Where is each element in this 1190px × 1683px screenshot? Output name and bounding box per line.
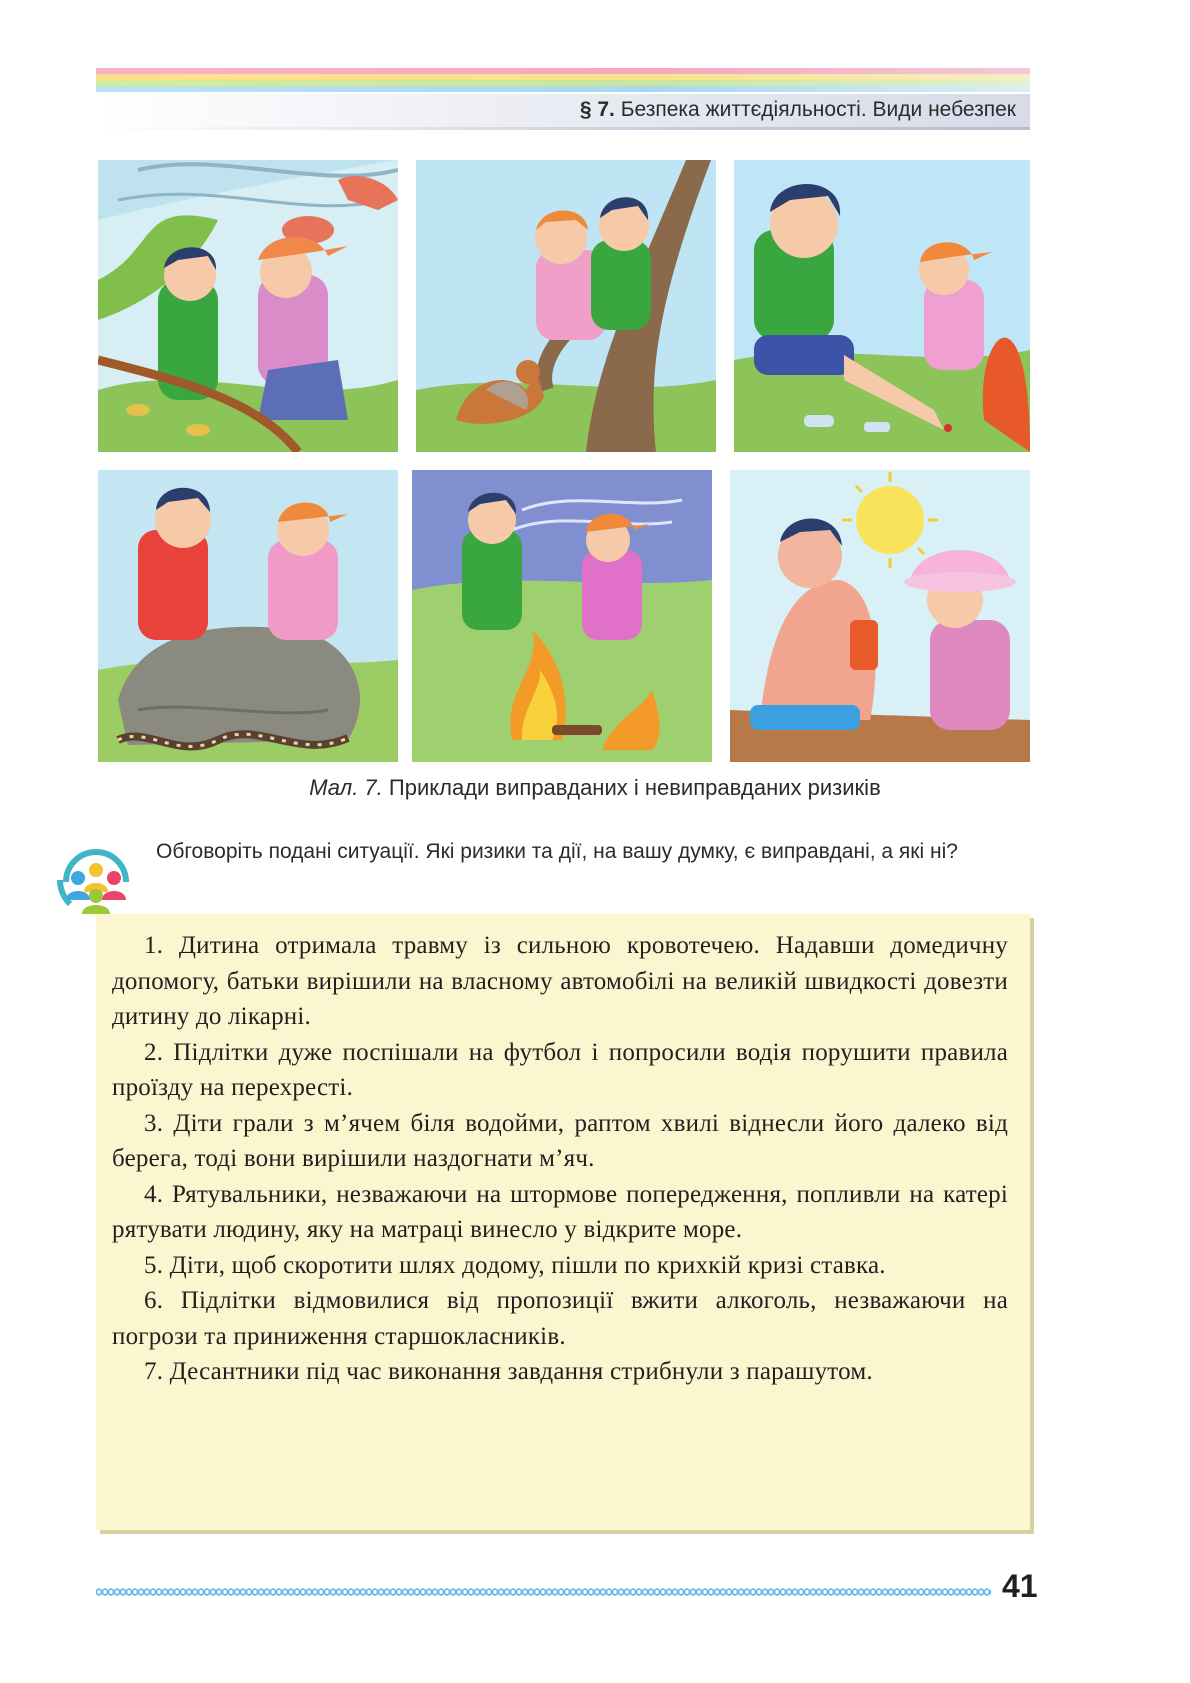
situations-box xyxy=(96,914,1030,1530)
footer-wave-ornament xyxy=(96,1584,991,1600)
running-header xyxy=(96,94,1030,130)
section-title: Безпека життєдіяльності. Види небезпек xyxy=(620,98,1016,121)
figure-caption-text: Приклади виправданих і невиправданих ризиків xyxy=(388,775,881,800)
discussion-prompt: Обговоріть подані ситуації. Які ризики та дії, на вашу думку, є виправдані, а які ні? xyxy=(156,840,958,863)
situation-item: 2. Підлітки дуже поспішали на футбол і попросили водія порушити правила проїзду на перехресті. xyxy=(112,1038,1008,1101)
illustration-wind-scene xyxy=(98,160,398,452)
illustration-dog-tree-scene xyxy=(416,160,716,452)
section-heading xyxy=(580,98,1016,122)
page-number: 41 xyxy=(1002,1568,1038,1604)
figure-label: Мал. 7. xyxy=(309,775,383,800)
situation-item: 6. Підлітки відмовилися від пропозиції вжити алкоголь, незважаючи на погрози та приниження старшокласників. xyxy=(112,1287,1008,1350)
header-color-stripes xyxy=(96,68,1030,94)
figure-caption xyxy=(0,775,1190,801)
illustration-fire-scene xyxy=(412,470,712,762)
illustration-sunburn-scene xyxy=(730,470,1030,762)
illustration-snakes-rock-scene xyxy=(98,470,398,762)
section-number: § 7. xyxy=(579,98,615,121)
situation-item: 7. Десантники під час виконання завдання стрибнули з парашутом. xyxy=(144,1358,873,1385)
situations-list xyxy=(96,914,1030,1390)
group-discussion-icon xyxy=(56,842,136,914)
situation-item: 1. Дитина отримала травму із сильною кровотечею. Надавши домедичну допомогу, батьки вирішили на власному автомобілі на великій швидкості довезти дитину до лікарні. xyxy=(112,932,1008,1030)
situation-item: 3. Діти грали з м’ячем біля водойми, раптом хвилі віднесли його далеко від берега, тоді вони вирішили наздогнати м’яч. xyxy=(112,1109,1008,1172)
illustration-cut-foot-scene xyxy=(734,160,1030,452)
situation-item: 4. Рятувальники, незважаючи на штормове попередження, попливли на катері рятувати людину, яку на матраці винесло у відкрите море. xyxy=(112,1180,1008,1243)
situation-item: 5. Діти, щоб скоротити шлях додому, пішли по крихкій кризі ставка. xyxy=(144,1251,886,1279)
